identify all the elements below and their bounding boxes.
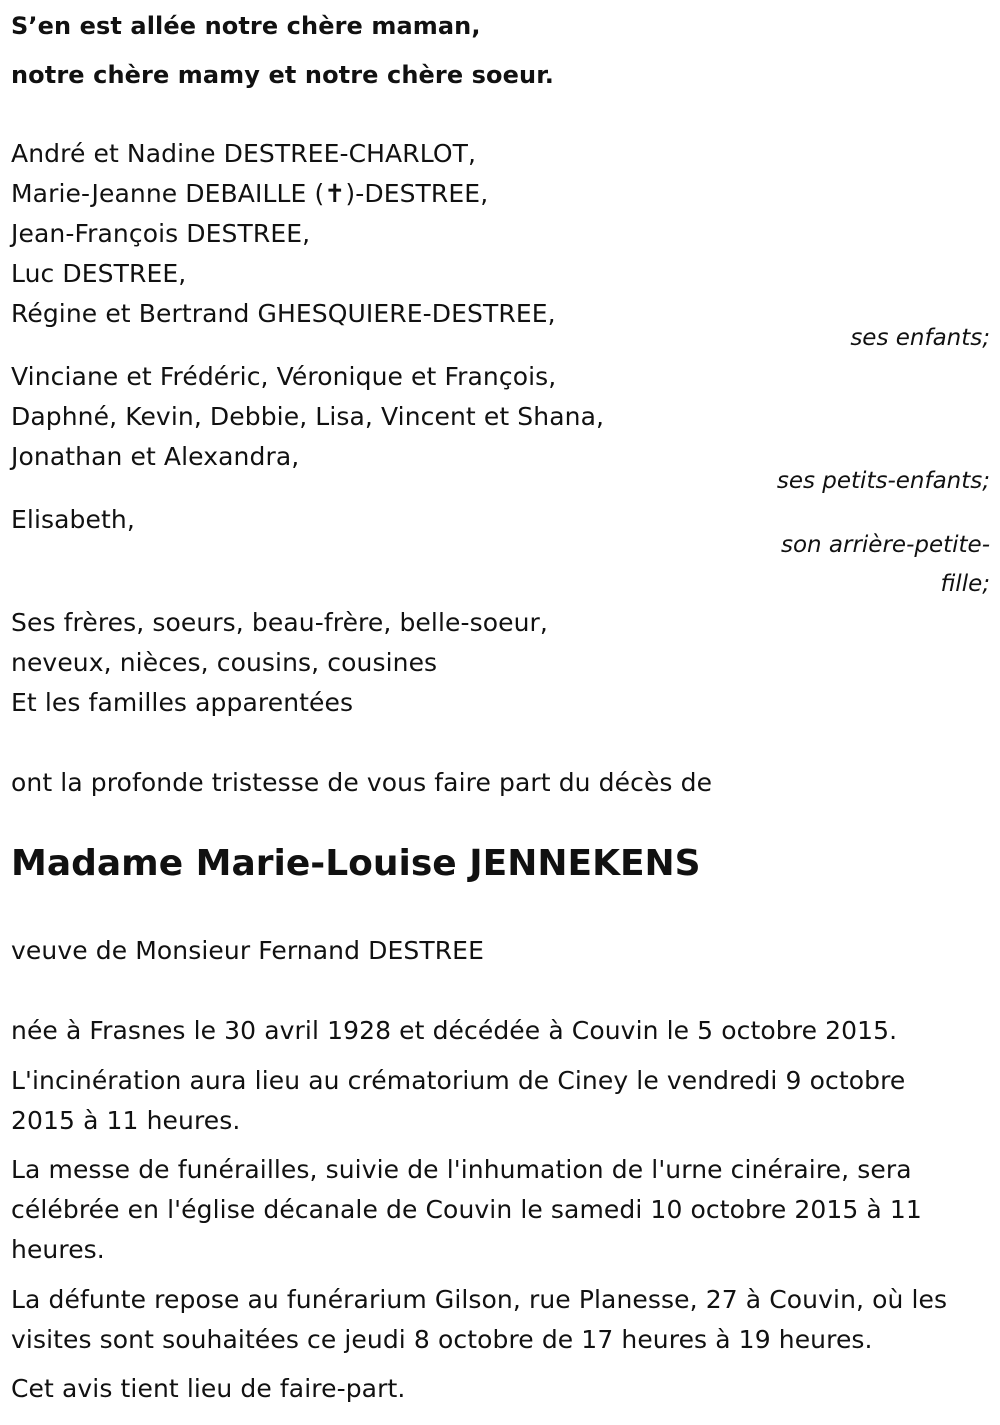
family-line: Ses frères, soeurs, beau-frère, belle-soeur, [11,608,548,637]
child-line: Régine et Bertrand GHESQUIERE-DESTREE, [11,299,556,328]
great-grandchild-role-label-cont: fille; [940,571,990,597]
grandchild-line: Jonathan et Alexandra, [11,442,300,471]
closing-text: Cet avis tient lieu de faire-part. [11,1374,406,1403]
grandchild-line: Vinciane et Frédéric, Véronique et François, [11,362,557,391]
deceased-name: Madame Marie-Louise JENNEKENS [11,843,701,884]
child-line: Jean-François DESTREE, [11,219,311,248]
widow-of-text: veuve de Monsieur Fernand DESTREE [11,936,484,965]
announcement-text: ont la profonde tristesse de vous faire part du décès de [11,768,713,797]
child-line: Luc DESTREE, [11,259,187,288]
great-grandchild-role-label: son arrière-petite- [780,532,990,558]
funerarium-text-cont: visites sont souhaitées ce jeudi 8 octobre de 17 heures à 19 heures. [11,1325,873,1354]
child-line: Marie-Jeanne DEBAILLE (✝)-DESTREE, [11,179,489,208]
mass-text-cont-2: heures. [11,1235,105,1264]
child-line: André et Nadine DESTREE-CHARLOT, [11,139,477,168]
opening-line-2: notre chère mamy et notre chère soeur. [11,61,554,89]
family-line: neveux, nièces, cousins, cousines [11,648,438,677]
children-role-label: ses enfants; [850,325,990,351]
opening-line-1: S’en est allée notre chère maman, [11,12,481,40]
birth-death-text: née à Frasnes le 30 avril 1928 et décédée à Couvin le 5 octobre 2015. [11,1016,898,1045]
funerarium-text: La défunte repose au funérarium Gilson, rue Planesse, 27 à Couvin, où les [11,1285,948,1314]
mass-text: La messe de funérailles, suivie de l'inhumation de l'urne cinéraire, sera [11,1155,912,1184]
family-line: Et les familles apparentées [11,688,354,717]
cremation-text: L'incinération aura lieu au crématorium de Ciney le vendredi 9 octobre [11,1066,906,1095]
cremation-text-cont: 2015 à 11 heures. [11,1106,241,1135]
grandchild-line: Daphné, Kevin, Debbie, Lisa, Vincent et Shana, [11,402,605,431]
grandchildren-role-label: ses petits-enfants; [776,468,990,494]
great-grandchild-line: Elisabeth, [11,505,135,534]
mass-text-cont: célébrée en l'église décanale de Couvin le samedi 10 octobre 2015 à 11 [11,1195,922,1224]
